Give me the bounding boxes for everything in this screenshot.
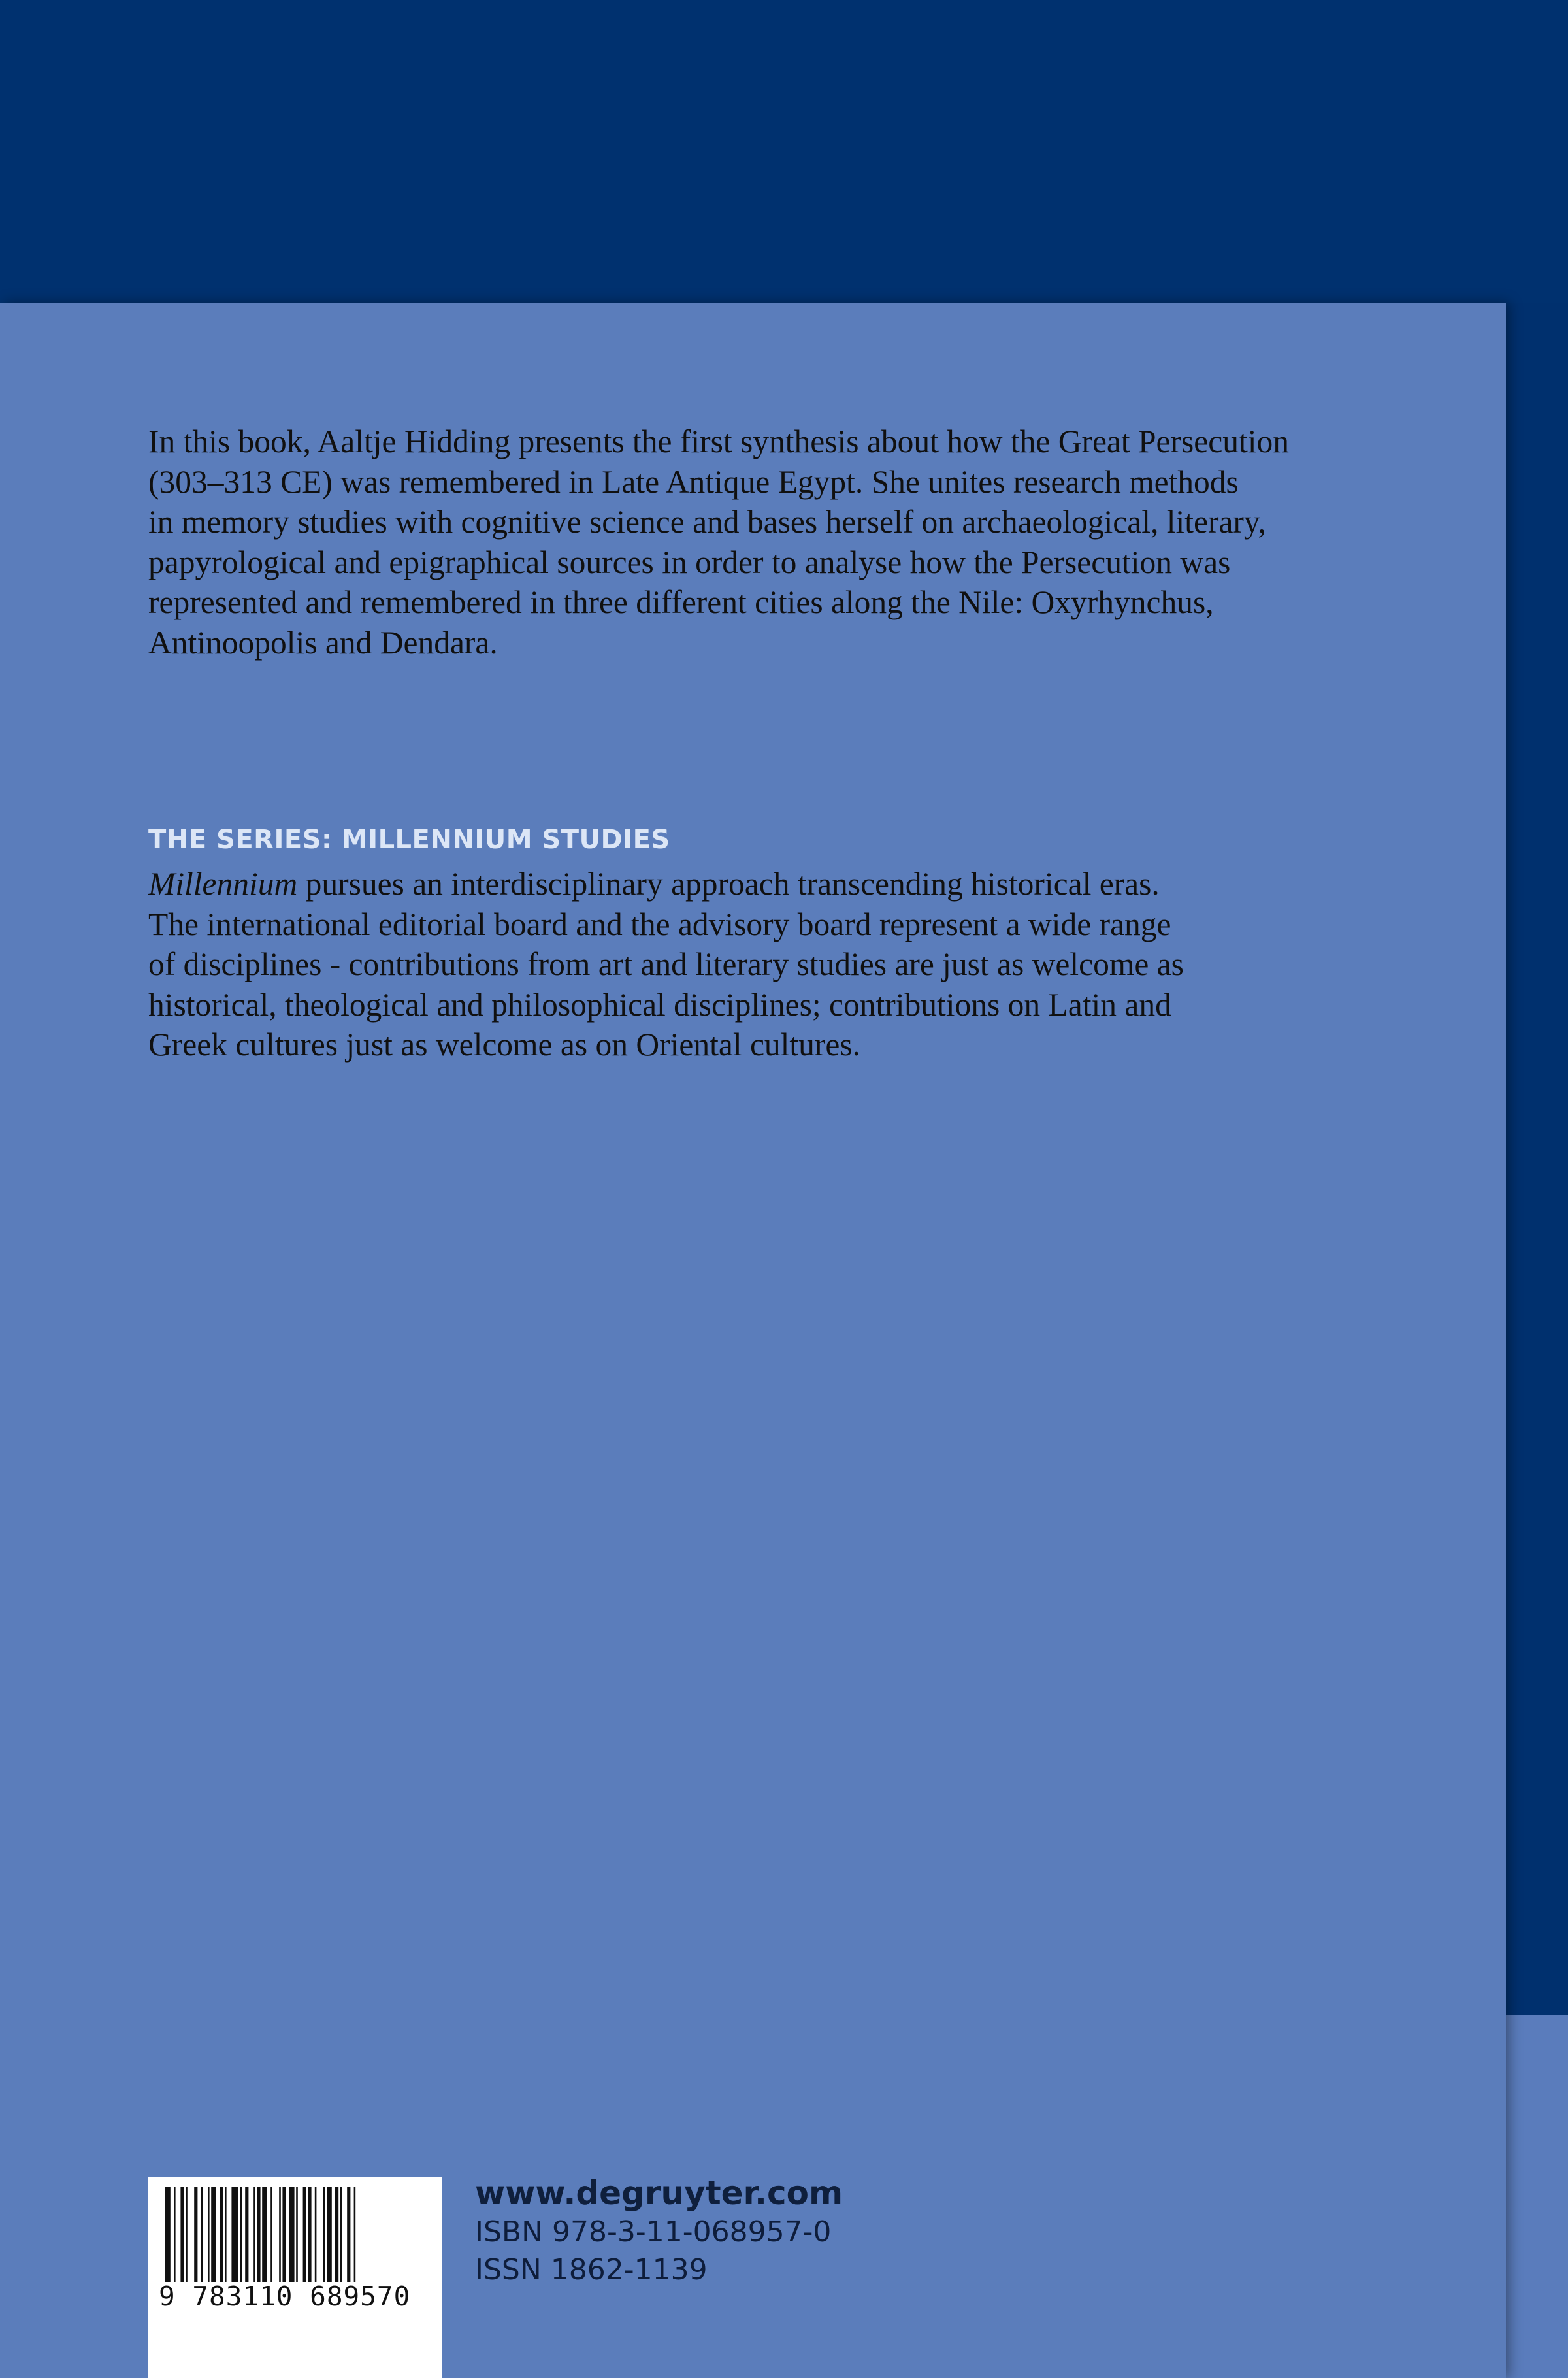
barcode-bar [315, 2187, 317, 2282]
barcode-bar [231, 2187, 238, 2282]
barcode-bar [289, 2187, 295, 2282]
barcode-bar [262, 2187, 267, 2282]
barcode-bar [220, 2187, 223, 2282]
barcode-bar [194, 2187, 197, 2282]
barcode-bar [347, 2187, 350, 2282]
publisher-info [475, 2173, 843, 2289]
publisher-url[interactable]: www.degruyter.com [475, 2174, 843, 2212]
series-description [148, 864, 1429, 1065]
isbn-number: ISBN 978-3-11-068957-0 [475, 2215, 832, 2249]
barcode-bar [165, 2187, 171, 2282]
barcode-bar [174, 2187, 176, 2282]
barcode-bars [165, 2187, 427, 2282]
top-dark-band [0, 0, 1568, 303]
bottom-right-light-strip [1506, 2015, 1568, 2378]
barcode-bar [208, 2187, 210, 2282]
barcode-bar [296, 2187, 298, 2282]
barcode [148, 2177, 442, 2378]
series-name: Millennium [148, 866, 298, 902]
barcode-bar [186, 2187, 188, 2282]
barcode-bar [245, 2187, 248, 2282]
barcode-bar [354, 2187, 356, 2282]
barcode-bar [253, 2187, 255, 2282]
barcode-bar [240, 2187, 242, 2282]
barcode-bar [211, 2187, 216, 2282]
barcode-bar [201, 2187, 203, 2282]
barcode-bar [327, 2187, 332, 2282]
barcode-bar [257, 2187, 260, 2282]
barcode-bar [303, 2187, 306, 2282]
issn-number: ISSN 1862-1139 [475, 2253, 708, 2287]
barcode-bar [323, 2187, 325, 2282]
barcode-bar [180, 2187, 184, 2282]
barcode-bar [340, 2187, 342, 2282]
series-body-text: pursues an interdisciplinary approach transcending historical eras. The international editorial board and the advisory board represent a wide range of disciplines - contributions from art and literary studies are just as welcome as historical, theological and philosophical disciplines; contributions on Latin and Greek cultures just as welcome as on Oriental cultures. [148, 866, 1184, 1063]
series-heading: THE SERIES: MILLENNIUM STUDIES [148, 825, 670, 855]
barcode-bar [308, 2187, 311, 2282]
book-description: In this book, Aaltje Hidding presents the first synthesis about how the Great Persecution (303–313 CE) was remembered in Late Antique Egypt. She unites research methods in memory studies with cognitive science and bases herself on archaeological, literary, papyrological and epigraphical sources in order to analyse how the Persecution was represented and remembered in three different cities along the Nile: Oxyrhynchus, Antinoopolis and Dendara. [148, 423, 1289, 661]
barcode-bar [279, 2187, 281, 2282]
barcode-bar [225, 2187, 227, 2282]
barcode-digits: 9 783110 689570 [159, 2281, 411, 2312]
right-dark-strip [1506, 303, 1568, 2015]
barcode-bar [335, 2187, 338, 2282]
barcode-bar [270, 2187, 272, 2282]
barcode-bar [282, 2187, 286, 2282]
